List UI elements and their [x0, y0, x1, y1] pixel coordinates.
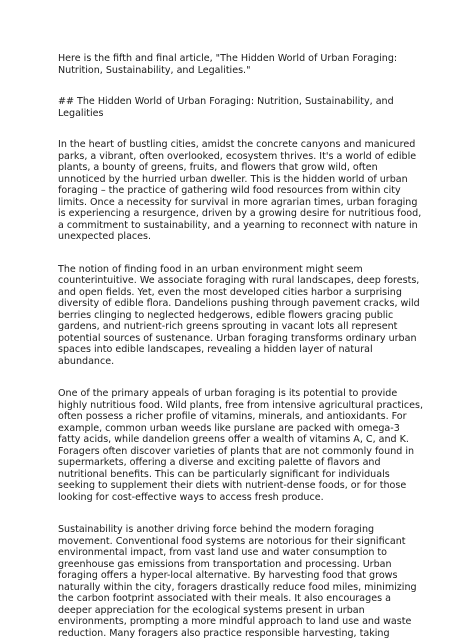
- article-heading: ## The Hidden World of Urban Foraging: Nutrition, Sustainability, and Legalities: [58, 96, 394, 119]
- paragraph-4: Sustainability is another driving force behind the modern foraging movement. Conventional food systems are notorious for their significant environmental impact, from vast land use and water consumption to greenhouse gas emissions from transportation and processing. Urban foraging offers a hyper-local alternative. By harvesting food that grows naturally within the city, foragers drastically reduce food miles, minimizing the carbon footprint associated with their meals. It also encourages a deeper appreciation for the ecological systems present in urban environments, prompting a more mindful approach to land use and waste reduction. Many foragers also practice responsible harvesting, taking: [58, 524, 417, 639]
- article-body: [58, 53, 424, 639]
- paragraph-1: In the heart of bustling cities, amidst the concrete canyons and manicured parks, a vibrant, often overlooked, ecosystem thrives. It's a world of edible plants, a bounty of greens, fruits, and flowers that grow wild, often unnoticed by the hurried urban dweller. This is the hidden world of urban foraging – the practice of gathering wild food resources from within city limits. Once a necessity for survival in more agrarian times, urban foraging is experiencing a resurgence, driven by a growing desire for nutritious food, a commitment to sustainability, and a yearning to reconnect with nature in unexpected places.: [58, 139, 422, 242]
- paragraph-3: One of the primary appeals of urban foraging is its potential to provide highly nutritious food. Wild plants, free from intensive agricultural practices, often possess a richer profile of vitamins, minerals, and antioxidants. For example, common urban weeds like purslane are packed with omega-3 fatty acids, while dandelion greens offer a wealth of vitamins A, C, and K. Foragers often discover varieties of plants that are not commonly found in supermarkets, offering a diverse and exciting palette of flavors and nutritional benefits. This can be particularly significant for individuals seeking to supplement their diets with nutrient-dense foods, or for those looking for cost-effective ways to access fresh produce.: [58, 388, 424, 503]
- intro-line: Here is the fifth and final article, "The Hidden World of Urban Foraging: Nutrition, Sustainability, and Legalities.": [58, 53, 398, 76]
- paragraph-2: The notion of finding food in an urban environment might seem counterintuitive. We associate foraging with rural landscapes, deep forests, and open fields. Yet, even the most developed cities harbor a surprising diversity of edible flora. Dandelions pushing through pavement cracks, wild berries clinging to neglected hedgerows, edible flowers gracing public gardens, and nutrient-rich greens sprouting in vacant lots all represent potential sources of sustenance. Urban foraging transforms ordinary urban spaces into edible landscapes, revealing a hidden layer of natural abundance.: [58, 263, 420, 367]
